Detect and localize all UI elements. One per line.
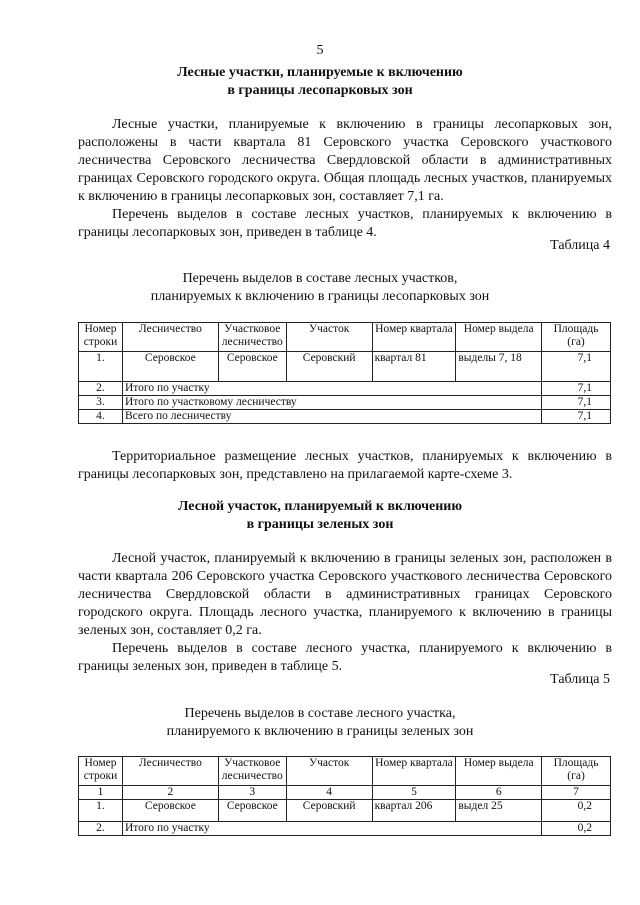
table-cell: Серовский: [286, 800, 372, 822]
table-cell: 7,1: [542, 410, 611, 424]
table-cell: 0,2: [542, 800, 611, 822]
table-row-total: [79, 382, 611, 396]
table-cell: Серовский: [286, 352, 372, 382]
table-cell: Итого по участковому лесничеству: [122, 396, 541, 410]
section1-heading-line1: Лесные участки, планируемые к включению: [177, 65, 463, 80]
table-row-total: [79, 410, 611, 424]
table-cell: Итого по участку: [122, 382, 541, 396]
section1-paragraph-3: Территориальное размещение лесных участков, планируемых к включению в границы лесопарковых зон, представлено на прилагаемой карте-схеме 3.: [78, 449, 612, 482]
table5-header-row: [79, 757, 611, 786]
table5-column-number-row: [79, 786, 611, 800]
table5-header-cell: Номер выдела: [456, 757, 542, 786]
table-cell: 0,2: [542, 822, 611, 836]
section1-paragraph-2: Перечень выделов в составе лесных участков, планируемых к включению в границы лесопарковых зон, приведен в таблице 4.: [78, 207, 612, 240]
table-cell: квартал 206: [372, 800, 456, 822]
section2-paragraph-2: Перечень выделов в составе лесного участка, планируемого к включению в границы зеленых зон, приведен в таблице 5.: [78, 641, 612, 674]
section2-paragraph-1: Лесной участок, планируемый к включению в границы зеленых зон, расположен в части квартала 206 Серовского участка Серовского участкового лесничества Серовского лесничества Свердловской области в административных границах Серовского городского округа. Площадь лесного участка, планируемого к включению в границы зеленых зон, составляет 0,2 га.: [78, 551, 612, 638]
table-5: [78, 756, 611, 836]
table5-title-line2: планируемого к включению в границы зеленых зон: [166, 724, 474, 739]
section1-heading-line2: в границы лесопарковых зон: [227, 83, 413, 98]
table5-header-cell: Площадь (га): [542, 757, 611, 786]
table-cell: 1.: [79, 352, 123, 382]
table-cell: 2.: [79, 822, 123, 836]
column-number: 5: [372, 786, 456, 800]
table-cell: 7,1: [542, 352, 611, 382]
section2-heading-line1: Лесной участок, планируемый к включению: [177, 499, 463, 514]
table5-header-cell: Номер строки: [79, 757, 123, 786]
table-cell: 3.: [79, 396, 123, 410]
table5-header-cell: Участковое лесничество: [218, 757, 286, 786]
table4-header-cell: Номер квартала: [372, 323, 456, 352]
table-cell: 4.: [79, 410, 123, 424]
table4-header-row: [79, 323, 611, 352]
column-number: 4: [286, 786, 372, 800]
table-row: [79, 352, 611, 382]
column-number: 3: [218, 786, 286, 800]
column-number: 1: [79, 786, 123, 800]
column-number: 7: [542, 786, 611, 800]
page-number: 5: [316, 43, 324, 58]
table5-header-cell: Участок: [286, 757, 372, 786]
table4-header-cell: Площадь (га): [542, 323, 611, 352]
table-cell: 7,1: [542, 396, 611, 410]
table-row-total: [79, 822, 611, 836]
table-cell: 1.: [79, 800, 123, 822]
table-cell: 7,1: [542, 382, 611, 396]
table4-header-cell: Номер строки: [79, 323, 123, 352]
table-cell: выдел 25: [456, 800, 542, 822]
section1-paragraph-1: Лесные участки, планируемые к включению в границы лесопарковых зон, расположены в части квартала 81 Серовского участка Серовского участкового лесничества Серовского лесничества Свердловской области в административных границах Серовского городского округа. Общая площадь лесных участков, планируемых к включению в границы лесопарковых зон, составляет 7,1 га.: [78, 117, 612, 204]
table-4: [78, 322, 611, 424]
column-number: 6: [456, 786, 542, 800]
table-cell: выделы 7, 18: [456, 352, 542, 382]
table4-title-line2: планируемых к включению в границы лесопарковых зон: [150, 289, 490, 304]
section2-heading-line2: в границы зеленых зон: [246, 517, 394, 532]
table5-title-line1: Перечень выделов в составе лесного участка,: [184, 706, 456, 721]
table-cell: Серовское: [122, 800, 218, 822]
table5-header-cell: Номер квартала: [372, 757, 456, 786]
table5-label: Таблица 5: [550, 672, 610, 687]
table4-header-cell: Номер выдела: [456, 323, 542, 352]
table5-header-cell: Лесничество: [122, 757, 218, 786]
table4-header-cell: Лесничество: [122, 323, 218, 352]
table4-label: Таблица 4: [550, 238, 610, 253]
table-cell: Серовское: [218, 800, 286, 822]
table4-title-line1: Перечень выделов в составе лесных участков,: [182, 271, 458, 286]
table-cell: Серовское: [122, 352, 218, 382]
table-cell: Итого по участку: [122, 822, 541, 836]
column-number: 2: [122, 786, 218, 800]
table-cell: Всего по лесничеству: [122, 410, 541, 424]
table-cell: 2.: [79, 382, 123, 396]
table4-header-cell: Участок: [286, 323, 372, 352]
table4-header-cell: Участковое лесничество: [218, 323, 286, 352]
table-cell: квартал 81: [372, 352, 456, 382]
table-row-total: [79, 396, 611, 410]
table-row: [79, 800, 611, 822]
table-cell: Серовское: [218, 352, 286, 382]
